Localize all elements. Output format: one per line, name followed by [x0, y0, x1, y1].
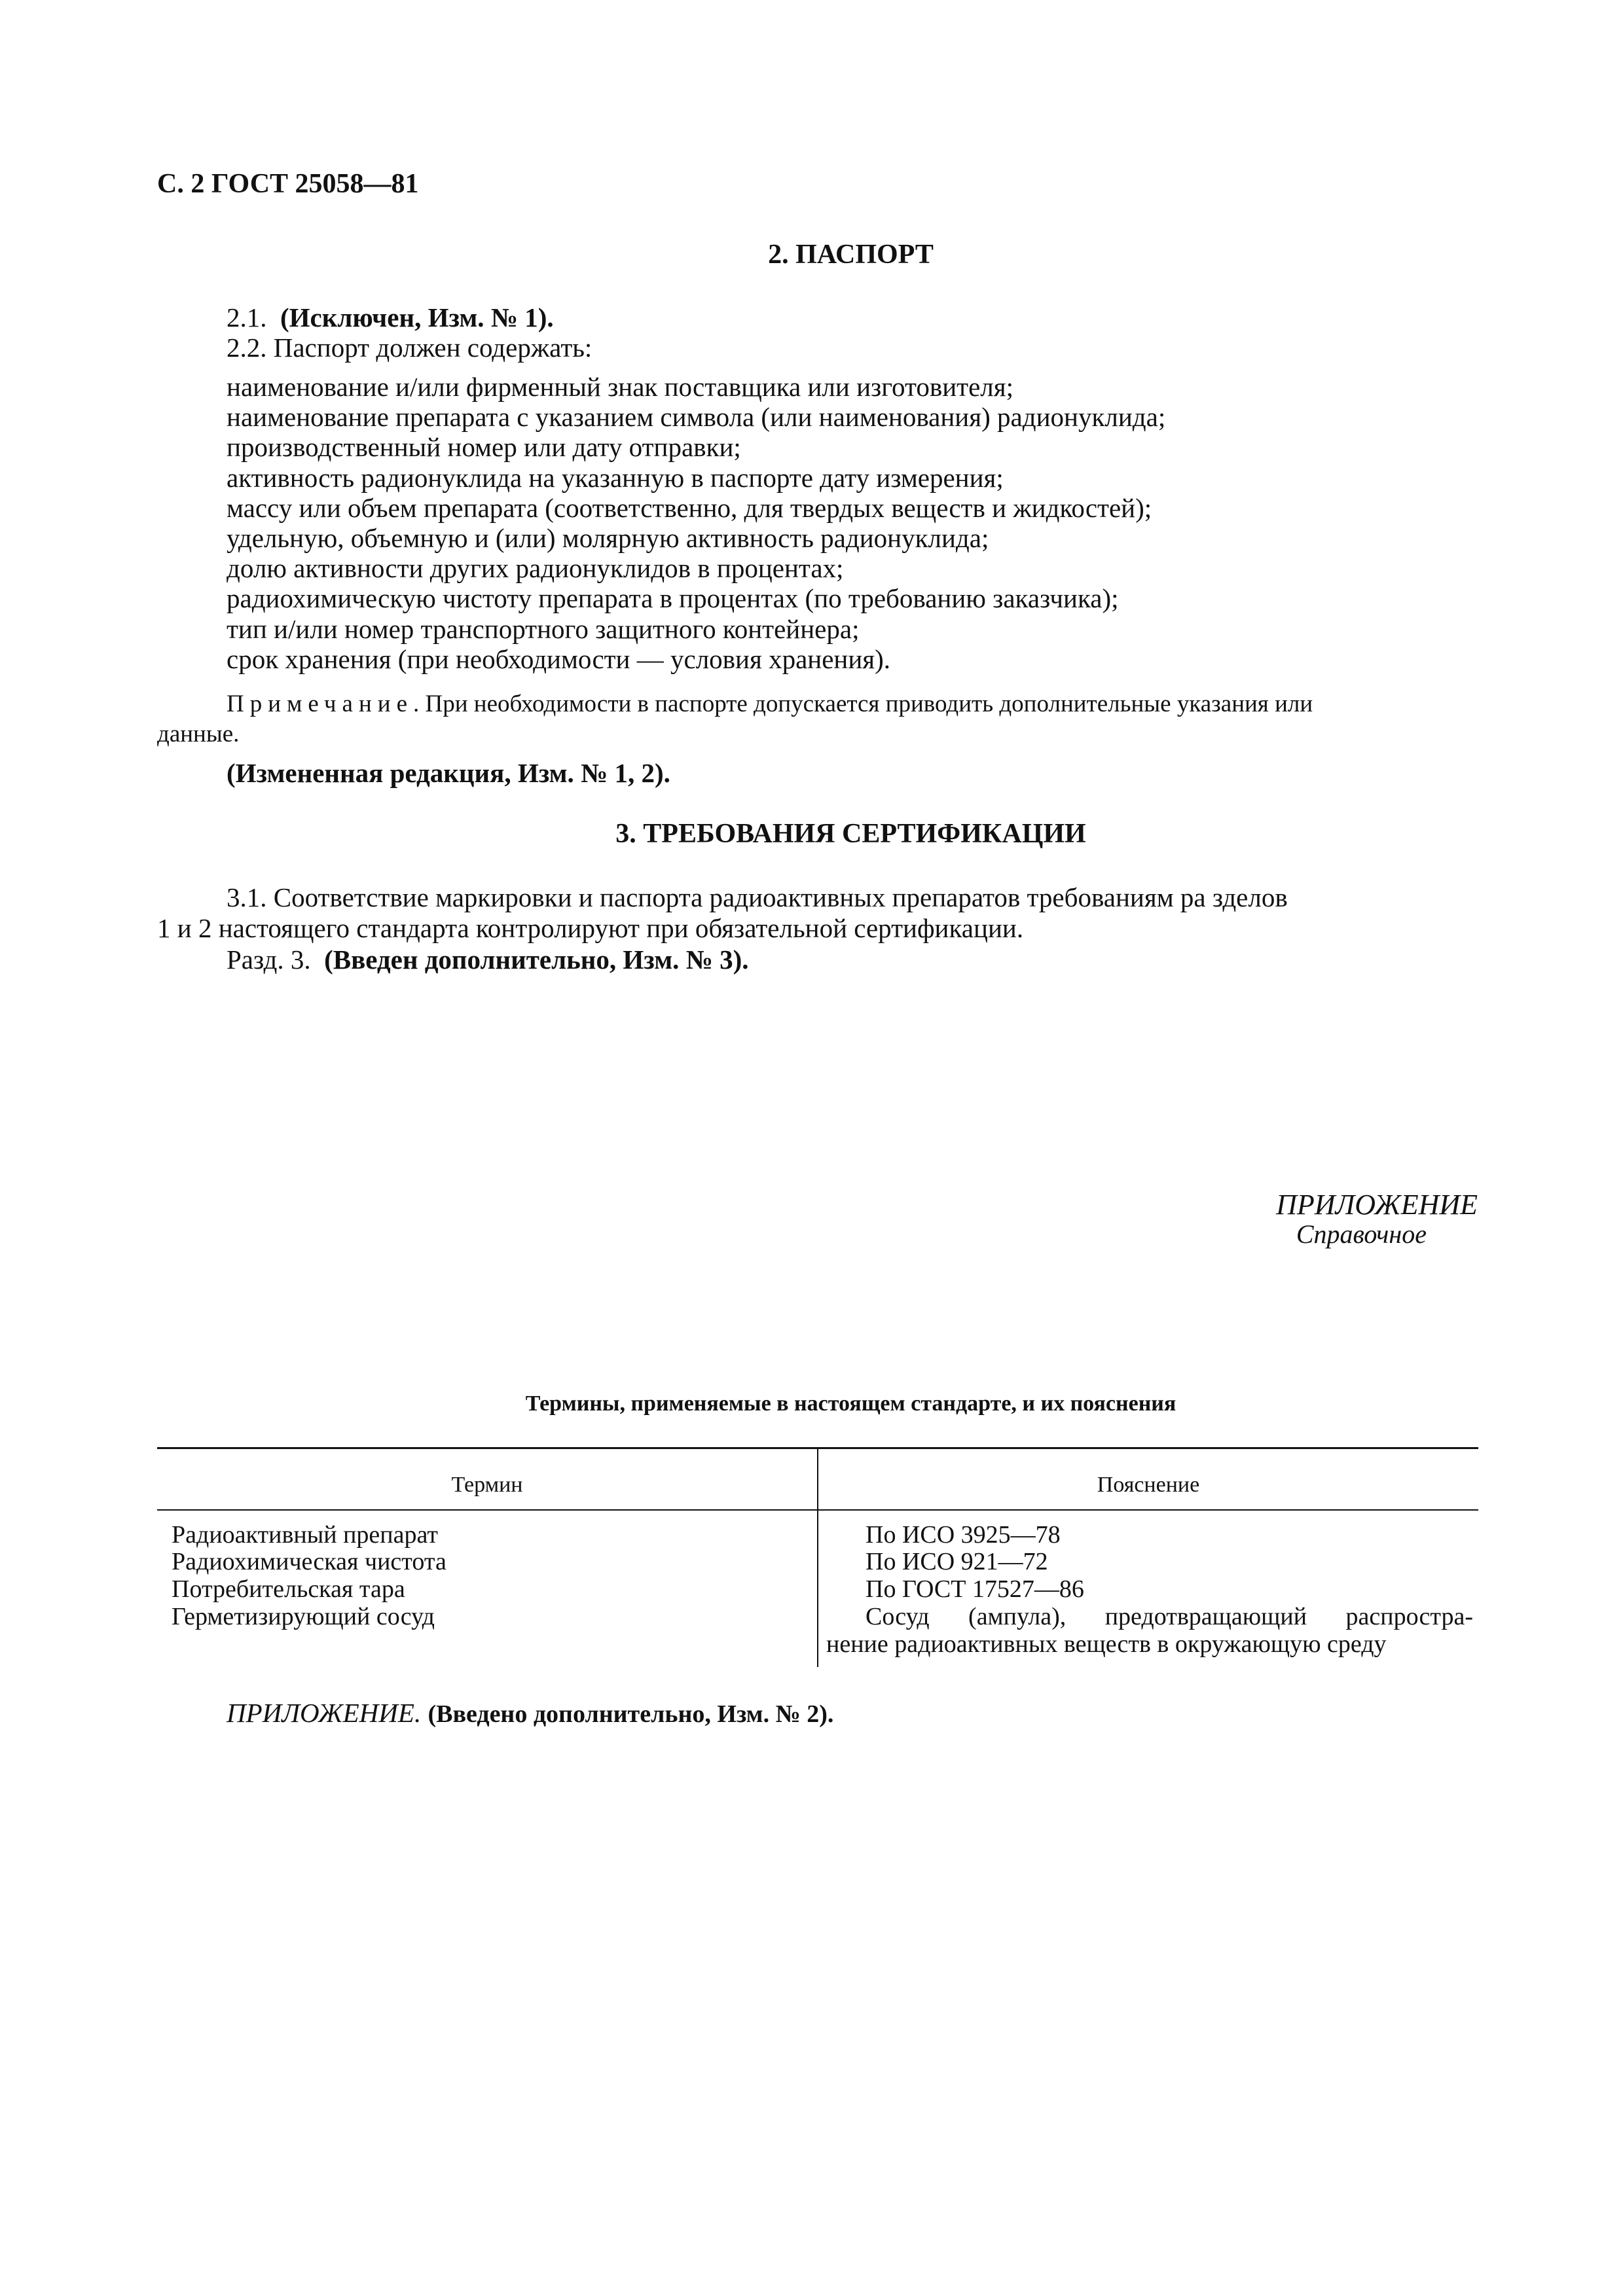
table-cell-term: Радиохимическая чистота: [172, 1548, 447, 1575]
list-item: массу или объем препарата (соответственно, для твердых веществ и жидкостей);: [227, 492, 1152, 523]
table-cell-explanation: По ИСО 3925—78: [866, 1521, 1061, 1549]
appendix-footer-label: ПРИЛОЖЕНИЕ.: [227, 1698, 422, 1728]
table-cell-explanation-cont: нение радиоактивных веществ в окружающую среду: [826, 1630, 1387, 1658]
appendix-sublabel: Справочное: [1296, 1219, 1427, 1249]
list-item: удельную, объемную и (или) молярную активность радионуклида;: [227, 522, 989, 553]
list-item: производственный номер или дату отправки;: [227, 432, 741, 463]
passport-contents-list: [227, 372, 1165, 674]
table-cell-explanation: По ИСО 921—72: [866, 1548, 1048, 1575]
note-text: . При необходимости в паспорте допускается приводить дополнительные указания или: [413, 691, 1313, 717]
item-3-1-line2: 1 и 2 настоящего стандарта контролируют при обязательной сертификации.: [157, 913, 1024, 943]
item-2-1-number: 2.1.: [227, 302, 267, 332]
section-3-title: 3. ТРЕБОВАНИЯ СЕРТИФИКАЦИИ: [615, 819, 1086, 849]
table-cell-term: Потребительская тара: [172, 1575, 405, 1603]
column-header-explanation: Пояснение: [1097, 1473, 1200, 1497]
list-item: наименование и/или фирменный знак поставщика или изготовителя;: [227, 372, 1013, 402]
item-2-2: 2.2. Паспорт должен содержать:: [227, 332, 593, 363]
amended-edition: (Измененная редакция, Изм. № 1, 2).: [227, 758, 670, 788]
table-cell-term: Герметизирующий сосуд: [172, 1603, 435, 1630]
list-item: наименование препарата с указанием символа (или наименования) радионуклида;: [227, 402, 1166, 433]
note: [227, 691, 1474, 718]
list-item: тип и/или номер транспортного защитного контейнера;: [227, 613, 860, 644]
appendix-footer-text: (Введено дополнительно, Изм. № 2).: [428, 1700, 834, 1728]
appendix-label: ПРИЛОЖЕНИЕ: [1276, 1189, 1478, 1221]
item-2-1: [227, 302, 554, 332]
appendix-footer: [227, 1698, 833, 1729]
table-body-divider: [817, 1510, 818, 1667]
section-2-title: 2. ПАСПОРТ: [768, 240, 934, 270]
table-cell-explanation: По ГОСТ 17527—86: [866, 1575, 1084, 1603]
table-cell-explanation: Сосуд (ампула), предотвращающий распростра-: [866, 1603, 1473, 1630]
table-title: Термины, применяемые в настоящем стандарте, и их пояснения: [525, 1391, 1176, 1416]
item-2-1-amendment: (Исключен, Изм. № 1).: [280, 302, 554, 332]
section-3-introduced: [227, 944, 748, 975]
list-item: радиохимическую чистоту препарата в процентах (по требованию заказчика);: [227, 583, 1119, 614]
list-item: срок хранения (при необходимости — условия хранения).: [227, 643, 891, 674]
item-3-1-line1: 3.1. Соответствие маркировки и паспорта радиоактивных препаратов требованиям ра зделов: [227, 882, 1288, 912]
list-item: долю активности других радионуклидов в процентах;: [227, 553, 844, 584]
list-item: активность радионуклида на указанную в паспорте дату измерения;: [227, 462, 1004, 493]
introduced-text: (Введен дополнительно, Изм. № 3).: [324, 944, 749, 975]
table-cell-term: Радиоактивный препарат: [172, 1521, 438, 1549]
column-header-term: Термин: [451, 1473, 523, 1497]
introduced-prefix: Разд. 3.: [227, 944, 311, 975]
note-continuation: данные.: [157, 721, 240, 747]
note-label: Примечание: [227, 691, 413, 717]
page-header: С. 2 ГОСТ 25058—81: [157, 169, 419, 199]
